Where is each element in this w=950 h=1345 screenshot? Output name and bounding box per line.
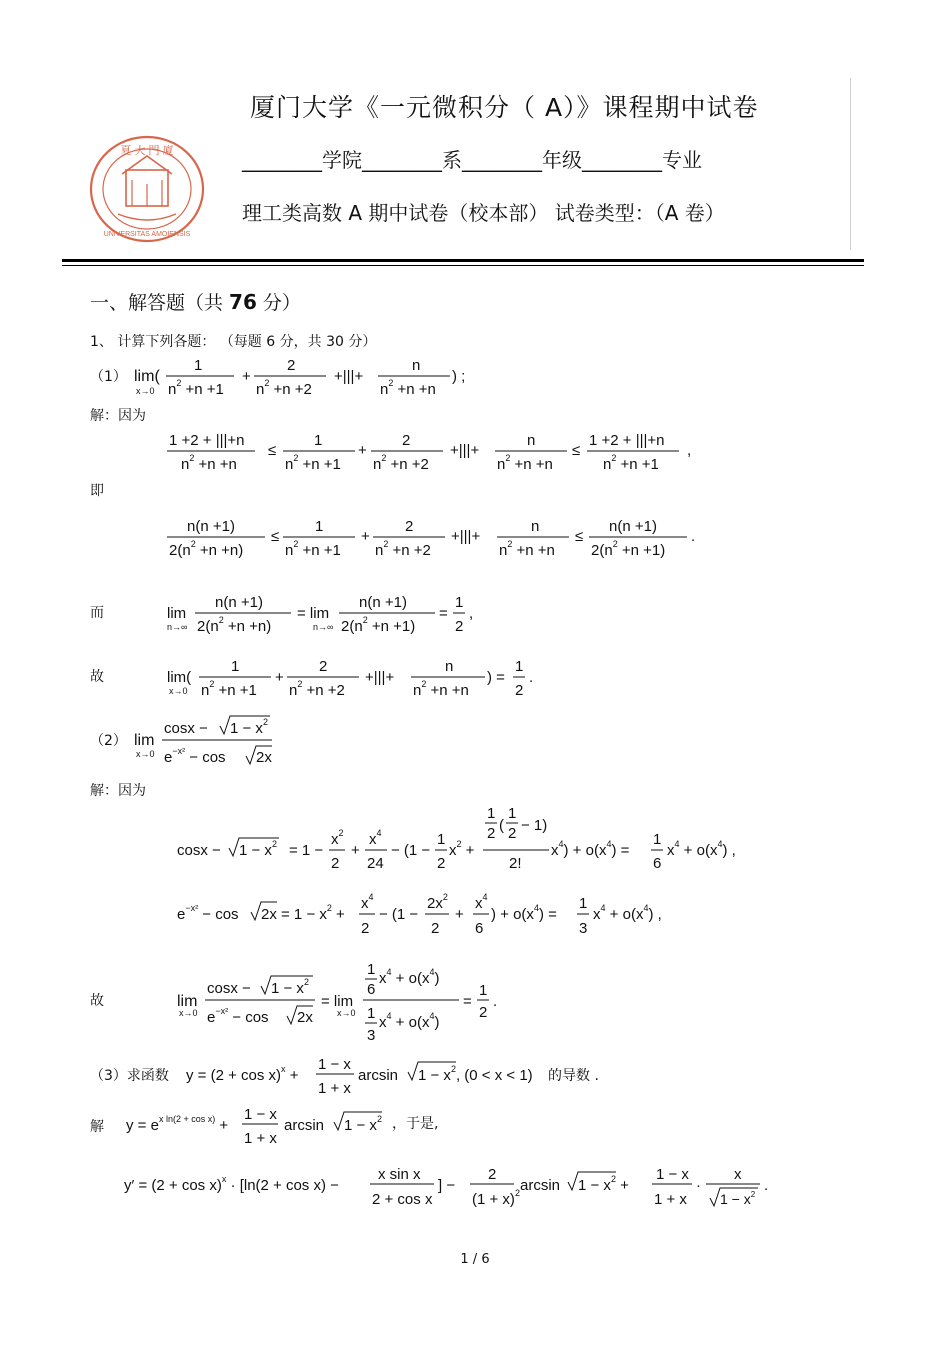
svg-text:1 − x2 +: $1 - x^2$ + [578, 1174, 629, 1194]
svg-text:2: 2 [405, 518, 414, 535]
q3-yushi: ，于是, [392, 1116, 439, 1132]
svg-text:1 − x2, (0 < x < 1): $1 - x^2$, (0 < x < 1) [418, 1064, 533, 1084]
seal-logo [88, 134, 206, 248]
svg-text:x4 + o(x4): $x^4 + o(x^4)$ [379, 1011, 440, 1031]
svg-text:n2 +n +n: $n^2 +n +n$ [181, 453, 237, 473]
svg-text:= lim: = lim [297, 605, 330, 622]
svg-text:,: , [469, 605, 474, 622]
svg-text:n: n [527, 432, 536, 449]
svg-text:− 1): − 1) [521, 817, 548, 834]
svg-text:x sin x: x sin x [378, 1166, 421, 1183]
q1-er-label: 而 [90, 605, 104, 621]
svg-text:6: 6 [475, 920, 484, 937]
svg-text:+: + [275, 669, 284, 686]
svg-text:e−x² − cos: $e^{-x^2} - \cos$ [164, 746, 226, 766]
svg-text:n(n +1): n(n +1) [215, 594, 263, 611]
svg-text:1: 1 [437, 831, 446, 848]
svg-text:n2 +n +1: $n^2 +n +1$ [603, 453, 659, 473]
svg-text:cosx −: cosx − [207, 980, 251, 997]
svg-text:n: n [531, 518, 540, 535]
svg-text:1: 1 [367, 1005, 376, 1022]
svg-text:lim: lim [177, 993, 198, 1010]
svg-text:1: 1 [479, 982, 488, 999]
svg-text:2x: 2x [297, 1009, 313, 1026]
q1-ji-label: 即 [90, 483, 104, 499]
svg-text:2: 2 [488, 1166, 497, 1183]
svg-text:2(n2 +n +1): $2(n^2 +n +1)$ [591, 539, 666, 559]
header-rule [62, 259, 864, 262]
svg-text:x4 + o(x4): $x^4 + o(x^4)$ [379, 967, 440, 987]
svg-text:2x = 1 − x2 +: $2x = 1 - x^2$ + [261, 903, 345, 923]
svg-text:1 + x: 1 + x [318, 1080, 351, 1097]
svg-text:x: x [734, 1166, 742, 1183]
svg-text:2!: 2! [509, 855, 522, 872]
svg-text:x4 + o(x4) ,: $x^4 + o(x^4)$ , [593, 903, 662, 923]
svg-text:n2 +n +1: $n^2 +n +1$ [201, 679, 257, 699]
svg-text:x→0: x→0 [169, 686, 188, 696]
svg-text:cosx −: cosx − [177, 842, 221, 859]
svg-text:.: . [764, 1177, 769, 1194]
exam-title: 厦门大学《一元微积分（ A）》课程期中试卷 [250, 93, 759, 122]
svg-text:2: 2 [402, 432, 411, 449]
svg-text:2(n2 +n +1): $2(n^2 +n +1)$ [341, 615, 416, 635]
svg-text:1: 1 [367, 961, 376, 978]
svg-text:2: 2 [319, 658, 328, 675]
formula-6 [130, 710, 300, 768]
svg-text:2x: 2x [256, 749, 272, 766]
svg-text:e−x² − cos: $e^{-x^2} - \cos$ [207, 1006, 269, 1026]
svg-text:=: = [463, 993, 472, 1010]
q3-solution-label: 解 [90, 1119, 104, 1135]
svg-text:x2: $x^2$ [331, 828, 344, 848]
svg-text:1: 1 [314, 432, 323, 449]
svg-text:1 − x: 1 − x [318, 1056, 351, 1073]
svg-text:3: 3 [367, 1027, 376, 1044]
seal-top-text: 夏 大 門 廈 [120, 145, 174, 157]
svg-text:1 − x2: $1 - x^2$ [344, 1114, 382, 1134]
svg-text:n→∞: n→∞ [313, 622, 334, 632]
svg-text:x4: $x^4$ [361, 892, 374, 912]
q2-label: （2） [90, 733, 127, 749]
svg-text:n2 +n +n: $n^2 +n +n$ [499, 539, 555, 559]
svg-text:+|||+: +|||+ [365, 669, 395, 686]
svg-text:1: 1 [653, 831, 662, 848]
svg-text:+: + [242, 368, 251, 385]
section-heading: 一、解答题（共 76 分） [90, 290, 301, 314]
svg-text:lim(: lim( [167, 669, 192, 686]
svg-text:lim: lim [167, 605, 187, 622]
svg-text:1 − x2: $1 - x^2$ [230, 717, 268, 737]
svg-text:+: + [361, 528, 370, 545]
svg-text:− (1 −: − (1 − [391, 842, 431, 859]
svg-text:≤: ≤ [572, 442, 581, 459]
svg-text:1 + x: 1 + x [654, 1191, 687, 1208]
q3-suffix: 的导数 . [548, 1068, 599, 1084]
q1-solution-label: 解：因为 [90, 408, 146, 424]
svg-text:n2 +n +1: $n^2 +n +1$ [285, 453, 341, 473]
svg-text:1 − x: 1 − x [244, 1106, 277, 1123]
svg-text:2: 2 [487, 825, 496, 842]
svg-text:≤: ≤ [268, 442, 277, 459]
svg-text:=: = [439, 605, 448, 622]
svg-text:n2 +n +1: $n^2 +n +1$ [168, 378, 224, 398]
svg-text:3: 3 [579, 920, 588, 937]
svg-text:n2 +n +n: $n^2 +n +n$ [413, 679, 469, 699]
svg-text:x→0: x→0 [136, 749, 155, 759]
svg-text:1: 1 [231, 658, 240, 675]
svg-text:+|||+: +|||+ [451, 528, 481, 545]
fill-in-line: ________学院________系________年级________专业 [242, 148, 702, 172]
svg-text:≤: ≤ [575, 528, 584, 545]
svg-text:2: 2 [361, 920, 370, 937]
svg-text:+: + [455, 906, 464, 923]
svg-text:2(n2 +n +n): $2(n^2 +n +n)$ [169, 539, 244, 559]
svg-text:n→∞: n→∞ [167, 622, 188, 632]
formula-10 [184, 1050, 594, 1098]
svg-text:n2 +n +n: $n^2 +n +n$ [380, 378, 436, 398]
svg-text:n: n [412, 357, 421, 374]
svg-text:= 1 −: = 1 − [289, 842, 324, 859]
svg-text:x→0: x→0 [179, 1008, 198, 1018]
svg-text:arcsin: arcsin [520, 1177, 561, 1194]
svg-text:) ;: ) ; [452, 368, 466, 385]
svg-text:x4: $x^4$ [369, 828, 382, 848]
svg-text:n: n [445, 658, 454, 675]
header-divider [850, 78, 851, 250]
svg-text:n2 +n +n: $n^2 +n +n$ [497, 453, 553, 473]
formula-5 [165, 652, 545, 702]
svg-text:] −: ] − [438, 1177, 456, 1194]
svg-text:.: . [493, 993, 498, 1010]
svg-text:x→0: x→0 [337, 1008, 356, 1018]
svg-text:) =: ) = [487, 669, 505, 686]
svg-text:(1 + x)2: $(1 + x)^2$ [472, 1188, 520, 1208]
svg-text:1 − x: 1 − x [656, 1166, 689, 1183]
svg-text:) + o(x4) =: ) + $o(x^4)$ = [491, 903, 557, 923]
svg-text:y = ex ln(2 + cos x) +: $y = e^{x ln(2 + cos x)}$ + [126, 1114, 229, 1134]
svg-text:(: ( [499, 817, 504, 834]
q2-gu-label: 故 [90, 993, 104, 1009]
svg-text:− (1 −: − (1 − [379, 906, 419, 923]
q1-gu-label: 故 [90, 669, 104, 685]
svg-text:2: 2 [508, 825, 517, 842]
svg-text:1: 1 [487, 805, 496, 822]
svg-text:n2 +n +1: $n^2 +n +1$ [285, 539, 341, 559]
svg-text:+: + [351, 842, 360, 859]
svg-text:n(n +1): n(n +1) [609, 518, 657, 535]
formula-3 [165, 512, 705, 560]
svg-text:n(n +1): n(n +1) [187, 518, 235, 535]
svg-text:2: 2 [287, 357, 296, 374]
formula-1 [130, 352, 490, 398]
q3-prefix: （3）求函数 [90, 1068, 169, 1084]
svg-text:1 +2 + |||+n: 1 +2 + |||+n [169, 432, 245, 449]
svg-text:2: 2 [515, 682, 524, 699]
svg-text:lim: lim [134, 732, 155, 749]
svg-text:2: 2 [455, 618, 464, 635]
svg-text:6: 6 [367, 981, 376, 998]
exam-info: 理工类高数 A 期中试卷（校本部） 试卷类型：（A 卷） [242, 201, 725, 225]
svg-text:x→0: x→0 [136, 386, 155, 396]
svg-text:x4: $x^4$ [475, 892, 488, 912]
svg-text:+|||+: +|||+ [450, 442, 480, 459]
svg-text:= lim: = lim [321, 993, 354, 1010]
svg-text:2: 2 [437, 855, 446, 872]
svg-text:·: · [696, 1177, 701, 1194]
svg-text:arcsin: arcsin [284, 1117, 325, 1134]
formula-12 [122, 1160, 772, 1214]
svg-text:1 − x2: $1 - x^2$ [271, 977, 309, 997]
svg-text:1: 1 [508, 805, 517, 822]
svg-text:1 + x: 1 + x [244, 1130, 277, 1147]
formula-7 [175, 804, 765, 876]
svg-text:2 + cos x: 2 + cos x [372, 1191, 433, 1208]
formula-2 [165, 426, 705, 474]
svg-text:1: 1 [194, 357, 203, 374]
formula-4 [165, 588, 495, 640]
svg-text:.: . [529, 669, 534, 686]
svg-text:1 − x2: $1 - x^2$ [239, 839, 277, 859]
svg-text:+|||+: +|||+ [334, 368, 364, 385]
svg-text:n2 +n +2: $n^2 +n +2$ [373, 453, 429, 473]
svg-text:x4 + o(x4) ,: $x^4 + o(x^4)$ , [667, 839, 736, 859]
svg-text:y = (2 + cos x)x +: $y = (2 + \cos x)^x$ + [186, 1064, 299, 1084]
svg-text:n2 +n +2: $n^2 +n +2$ [375, 539, 431, 559]
svg-text:1: 1 [515, 658, 524, 675]
svg-text:+: + [358, 442, 367, 459]
q2-solution-label: 解：因为 [90, 783, 146, 799]
svg-text:1 − x2: $1 - x^2$ [720, 1190, 756, 1207]
svg-text:1 +2 + |||+n: 1 +2 + |||+n [589, 432, 665, 449]
formula-11 [124, 1100, 414, 1150]
header-rule-thin [62, 265, 864, 266]
formula-8 [175, 886, 695, 940]
formula-9 [175, 954, 515, 1048]
svg-text:y′ = (2 + cos x)x · [ln(2 + co: $y' = (2 + \cos x)^x \cdot [\ln(2 + \cos x)$ − [124, 1174, 339, 1194]
svg-text:n(n +1): n(n +1) [359, 594, 407, 611]
svg-text:2: 2 [431, 920, 440, 937]
svg-text:1: 1 [579, 895, 588, 912]
svg-text:lim(: lim( [134, 368, 160, 385]
q1-intro: 1、 计算下列各题： （每题 6 分，共 30 分） [90, 334, 377, 350]
svg-text:cosx −: cosx − [164, 720, 208, 737]
svg-text:≤: ≤ [271, 528, 280, 545]
svg-text:2x2: $2x^2$ [427, 892, 448, 912]
svg-text:2: 2 [479, 1004, 488, 1021]
svg-text:.: . [691, 528, 696, 545]
svg-text:x2 +: $x^2$ + [449, 839, 475, 859]
svg-text:24: 24 [367, 855, 384, 872]
svg-text:1: 1 [315, 518, 324, 535]
seal-bottom-text: UNIVERSITAS AMOIENSIS [103, 231, 191, 238]
page-number: 1 / 6 [460, 1252, 490, 1267]
q1-part1-label: （1） [90, 369, 127, 385]
svg-text:2(n2 +n +n): $2(n^2 +n +n)$ [197, 615, 272, 635]
svg-text:1: 1 [455, 594, 464, 611]
svg-text:2: 2 [331, 855, 340, 872]
svg-text:arcsin: arcsin [358, 1067, 399, 1084]
svg-text:e−x² − cos: $e^{-x^2} - \cos$ [177, 903, 239, 923]
svg-text:n2 +n +2: $n^2 +n +2$ [289, 679, 345, 699]
svg-text:,: , [687, 442, 692, 459]
svg-text:x4) + o(x4) =: $x^4) + o(x^4)$ = [551, 839, 630, 859]
svg-text:n2 +n +2: $n^2 +n +2$ [256, 378, 312, 398]
svg-text:6: 6 [653, 855, 662, 872]
